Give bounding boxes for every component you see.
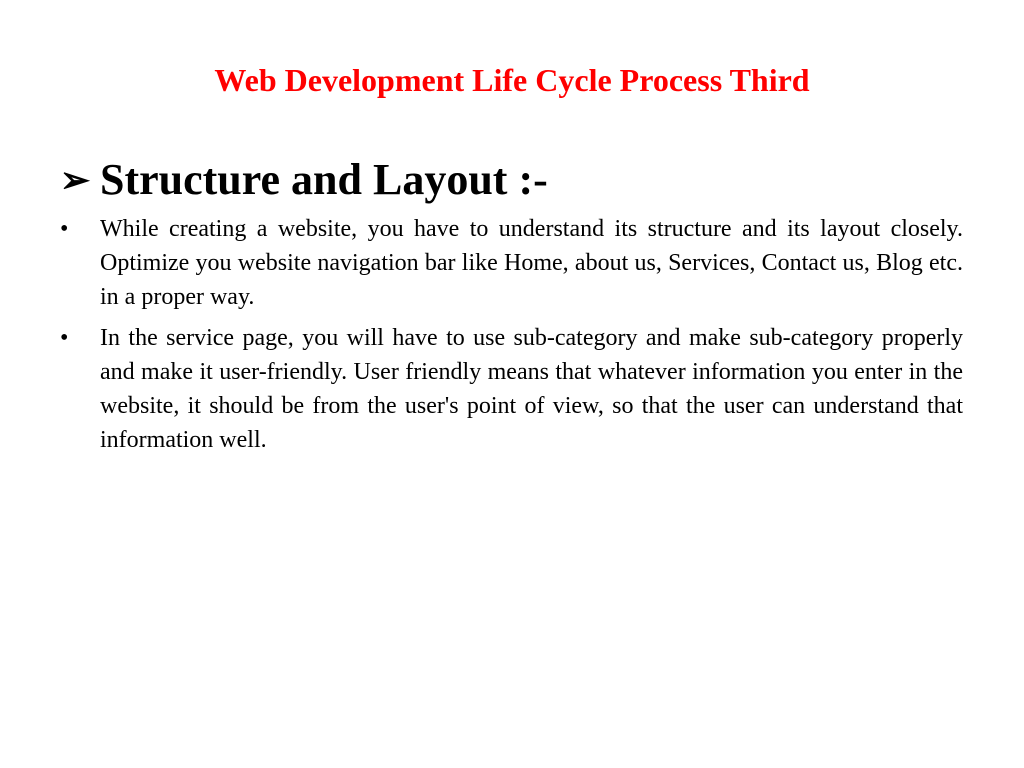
list-item: [60, 212, 963, 314]
slide-title: Web Development Life Cycle Process Third: [214, 62, 810, 98]
bullet-dot-icon: •: [60, 325, 69, 351]
bullet-text: In the service page, you will have to use sub-category and make sub-category properly and make it user-friendly. User friendly means that whatever information you enter in the website, it should be from the user's point of view, so that the user can understand that information well.: [100, 325, 963, 453]
bullet-text: While creating a website, you have to understand its structure and its layout closely. Optimize you website navigation bar like Home, about us, Services, Contact us, Blog etc. in a proper way.: [100, 216, 963, 310]
section-heading: [60, 154, 960, 206]
bullet-dot-icon: •: [60, 216, 69, 242]
arrowhead-bullet-icon: ➢: [60, 160, 91, 200]
section-heading-text: Structure and Layout :-: [100, 155, 548, 204]
list-item: [60, 321, 963, 457]
bullet-list: [60, 212, 963, 464]
